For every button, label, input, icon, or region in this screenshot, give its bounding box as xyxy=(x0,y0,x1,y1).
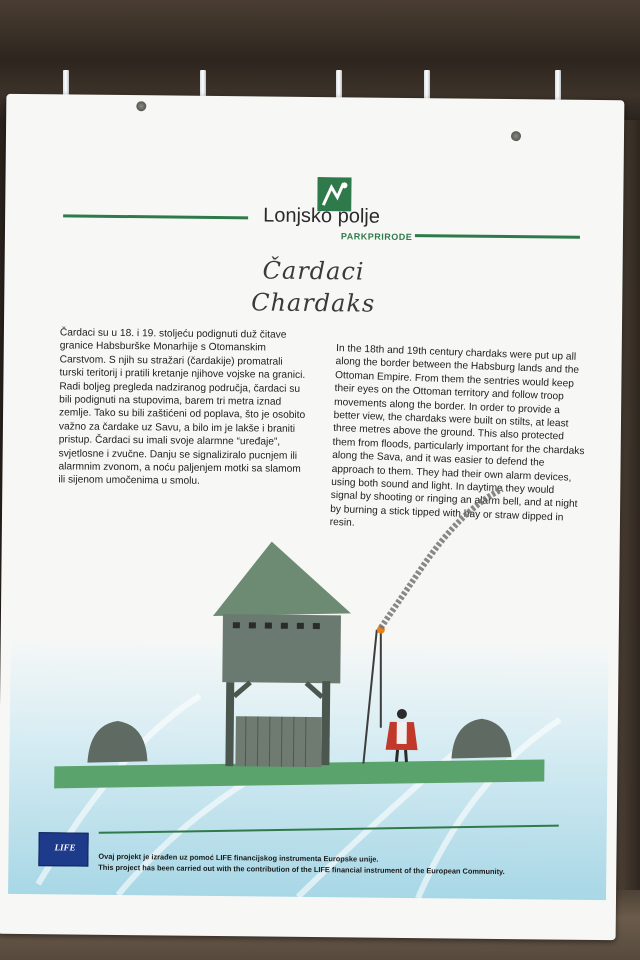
footer-text-english: This project has been carried out with the contribution of the LIFE financial instrument of the European Community. xyxy=(98,862,505,877)
logo-name: Lonjsko polje xyxy=(263,204,381,228)
eu-life-logo xyxy=(38,832,88,867)
footer-text-croatian: Ovaj projekt je izrađen uz pomoć LIFE financijskog instrumenta Europske unije. xyxy=(98,851,379,864)
text-croatian: Čardaci su u 18. i 19. stoljeću podignuti duž čitave granice Habsburške Monarhije s Otomanskim Carstvom. S njih su stražari (čardakije) promatrali turski teritorij i pratili kretanje njihove vojske na granici. Radi boljeg pregleda nadziranog područja, čardaci su bili podignuti na stupovima, barem tri metra iznad zemlje. Tako su bili zaštićeni od poplava, što je osobito važno za čardake uz Savu, a bilo im je lakše i braniti pristup. Čardaci su imali svoje alarmne “uređaje”, svjetlosne i zvučne. Danju se signaliziralo pucnjem ili alarmnim zvonom, a noću paljenjem motki sa slamom ili sijenom umočenima u smolu. xyxy=(58,327,306,488)
title-english: Chardaks xyxy=(251,288,376,318)
chardak-illustration xyxy=(0,94,624,940)
eu-logo-text: LIFE xyxy=(54,842,76,853)
info-sign xyxy=(0,94,624,940)
text-english: In the 18th and 19th century chardaks were put up all along the border between the Habsburg lands and the Ottoman Empire. From them the sentries would keep their eyes on the Ottoman territory and follow troop movements along the border. In order to provide a better view, the chardaks were built on stilts, at least three metres above the ground. This also protected them from floods, particularly important for the chardaks along the Sava, and it was easier to defend the approach to them. They had their own alarm devices, using both sound and light. In daytime they would signal by shooting or ringing an alarm bell, and at night by burning a stick tipped with hay or straw dipped in resin. xyxy=(329,342,585,530)
title-croatian: Čardaci xyxy=(262,256,365,286)
logo-subtitle: PARKPRIRODE xyxy=(340,231,413,243)
